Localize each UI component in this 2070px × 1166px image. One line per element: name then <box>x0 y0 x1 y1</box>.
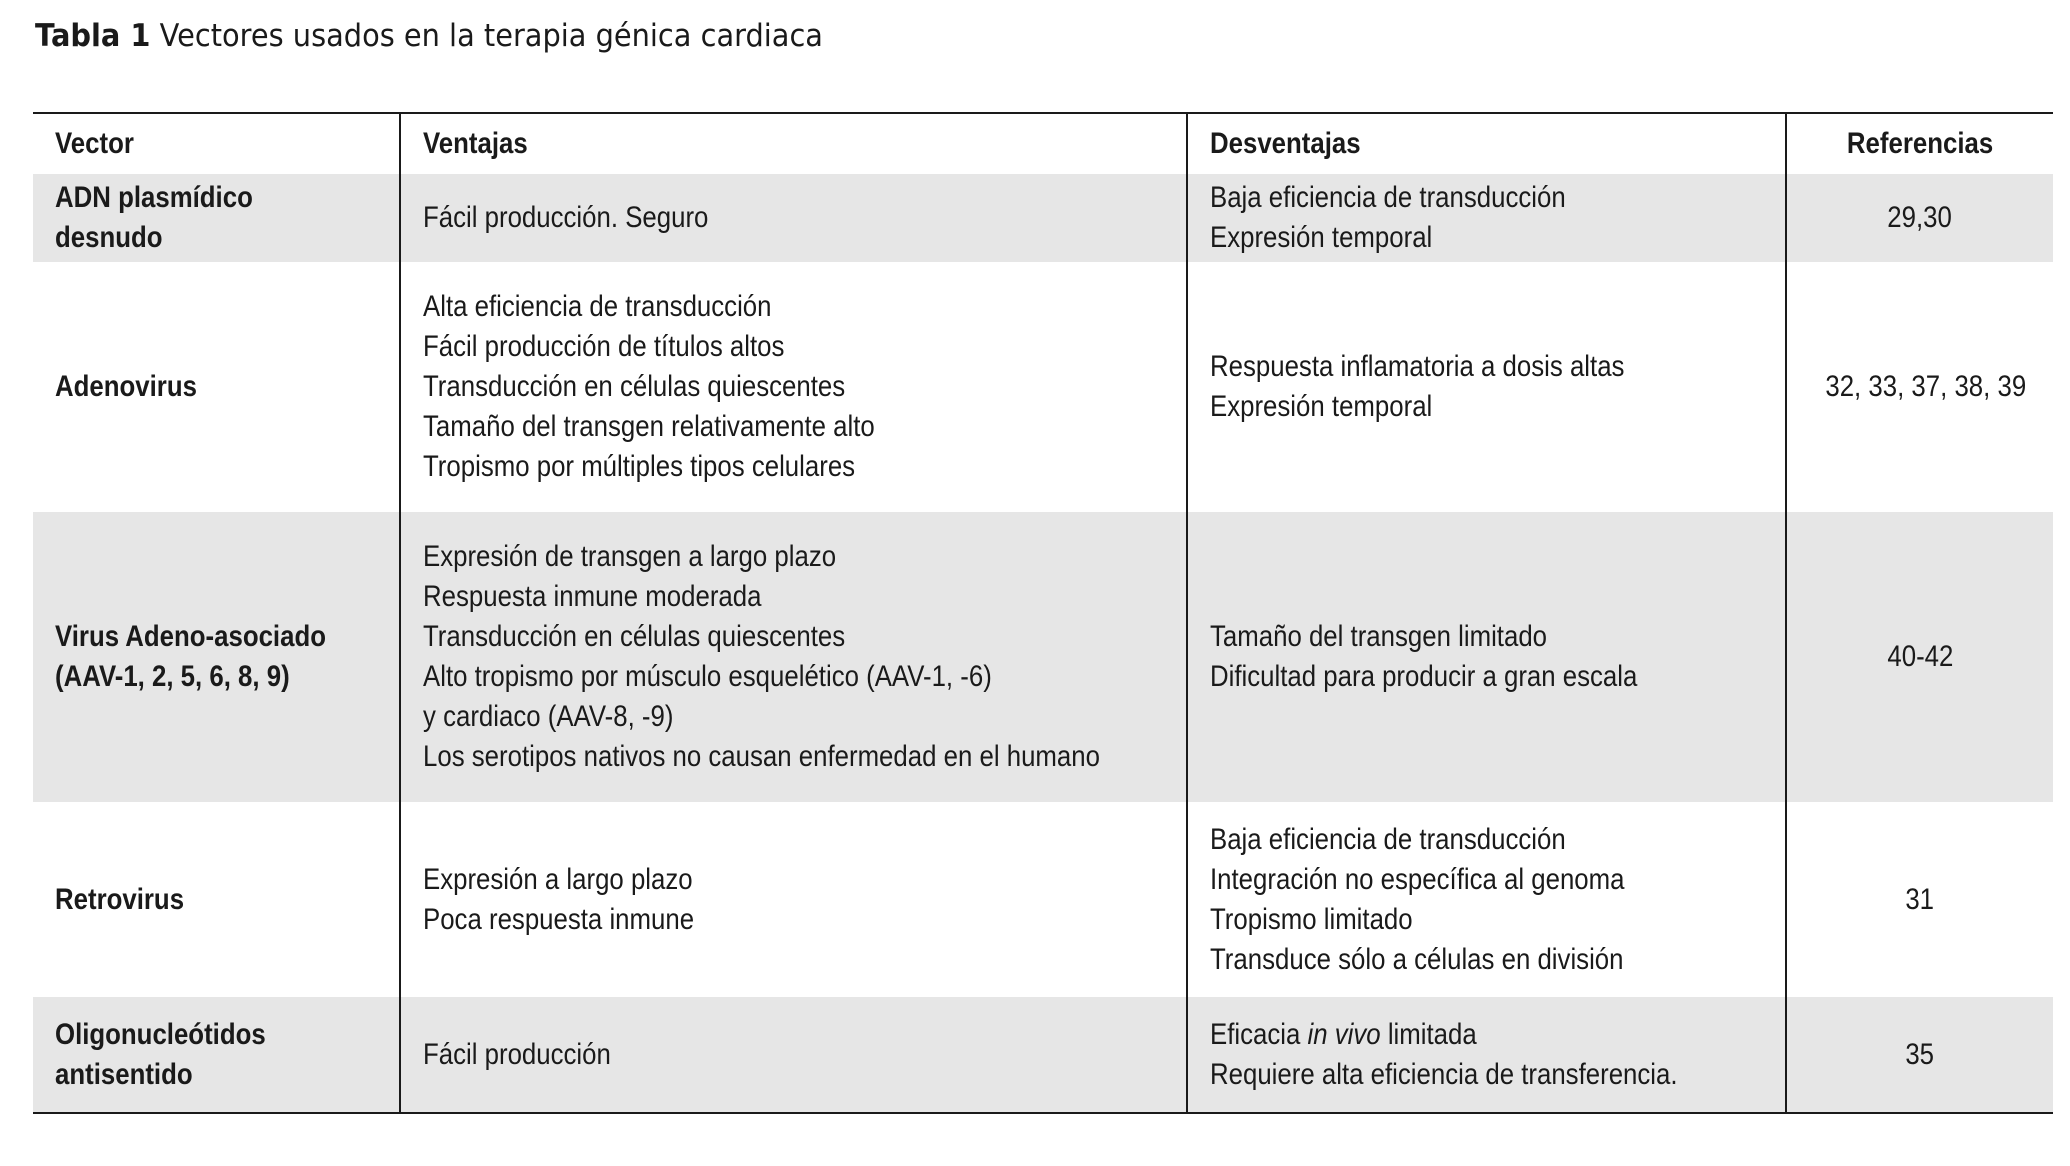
cell-desventajas: Baja eficiencia de transducción Expresión temporal <box>1187 174 1786 262</box>
header-vector: Vector <box>33 113 400 174</box>
cell-vector: Virus Adeno-asociado (AAV-1, 2, 5, 6, 8, 9) <box>33 512 400 802</box>
cell-ventajas: Expresión a largo plazo Poca respuesta inmune <box>400 802 1187 997</box>
cell-ventajas: Fácil producción <box>400 997 1187 1113</box>
cell-desventajas: Tamaño del transgen limitado Dificultad para producir a gran escala <box>1187 512 1786 802</box>
cell-referencias: 40-42 <box>1786 512 2053 802</box>
header-referencias: Referencias <box>1846 127 1994 160</box>
italic-in-vivo: in vivo <box>1307 1017 1381 1051</box>
cell-referencias: 32, 33, 37, 38, 39 <box>1825 370 2027 403</box>
cell-ventajas: Alta eficiencia de transducción Fácil producción de títulos altos Transducción en células quiescentes Tamaño del transgen relativamente alto Tropismo por múltiples tipos celulares <box>400 262 1187 512</box>
header-ventajas: Ventajas <box>400 113 1187 174</box>
table-row <box>33 802 2053 997</box>
cell-ventajas: Expresión de transgen a largo plazo Respuesta inmune moderada Transducción en células quiescentes Alto tropismo por músculo esquelético (AAV-1, -6) y cardiaco (AAV-8, -9) Los serotipos nativos no causan enfermedad en el humano <box>400 512 1187 802</box>
cell-vector: Adenovirus <box>33 262 400 512</box>
cell-referencias: 29,30 <box>1786 174 2053 262</box>
cell-vector: Retrovirus <box>33 802 400 997</box>
cell-referencias: 35 <box>1786 997 2053 1113</box>
cell-referencias: 31 <box>1905 882 1935 916</box>
cell-ventajas: Fácil producción. Seguro <box>400 174 1187 262</box>
table-row <box>33 262 2053 512</box>
table-row <box>33 174 2053 262</box>
cell-vector: Oligonucleótidos antisentido <box>33 997 400 1113</box>
caption-label: Tabla 1 <box>35 18 151 54</box>
cell-desventajas: Respuesta inflamatoria a dosis altas Expresión temporal <box>1187 262 1786 512</box>
caption-title: Vectores usados en la terapia génica cardiaca <box>159 18 823 54</box>
table-caption <box>35 18 823 54</box>
table-row <box>33 512 2053 802</box>
vectors-table <box>33 112 2053 1114</box>
cell-desventajas: Baja eficiencia de transducción Integración no específica al genoma Tropismo limitado Transduce sólo a células en división <box>1187 802 1786 997</box>
header-desventajas: Desventajas <box>1187 113 1786 174</box>
table-row <box>33 997 2053 1113</box>
cell-desventajas: Eficacia in vivo limitada Requiere alta eficiencia de transferencia. <box>1187 997 1786 1113</box>
cell-vector: ADN plasmídico desnudo <box>33 174 400 262</box>
table-header-row <box>33 113 2053 174</box>
